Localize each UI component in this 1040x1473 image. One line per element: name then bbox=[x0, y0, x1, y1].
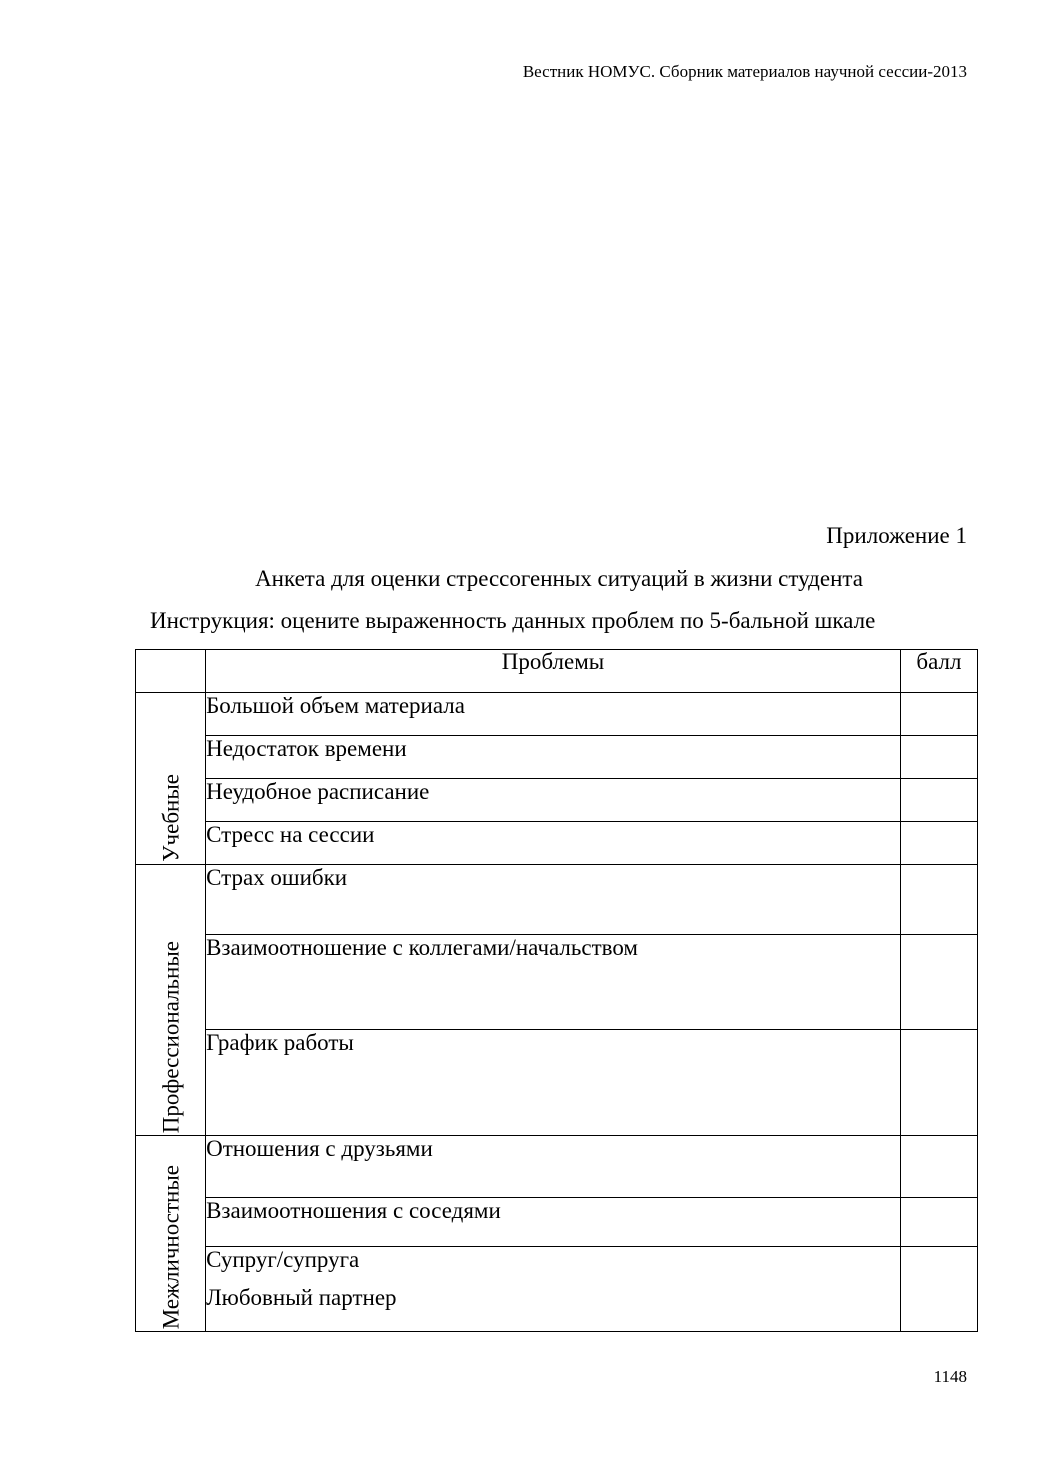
score-cell[interactable] bbox=[900, 822, 977, 865]
table-row bbox=[136, 1198, 978, 1247]
problems-header: Проблемы bbox=[206, 650, 901, 693]
table-row bbox=[136, 865, 978, 935]
problem-cell bbox=[206, 1247, 901, 1332]
score-header: балл bbox=[900, 650, 977, 693]
score-cell[interactable] bbox=[900, 779, 977, 822]
problem-cell: Недостаток времени bbox=[206, 736, 901, 779]
problem-cell: Страх ошибки bbox=[206, 865, 901, 935]
stress-survey-table bbox=[135, 649, 978, 1332]
score-cell[interactable] bbox=[900, 1136, 977, 1198]
category-cell-interpersonal bbox=[136, 1136, 206, 1332]
score-cell[interactable] bbox=[900, 693, 977, 736]
table-row bbox=[136, 1136, 978, 1198]
table-row bbox=[136, 822, 978, 865]
score-cell[interactable] bbox=[900, 1030, 977, 1136]
problem-cell: График работы bbox=[206, 1030, 901, 1136]
score-cell[interactable] bbox=[900, 865, 977, 935]
table-row bbox=[136, 1030, 978, 1136]
problem-cell: Взаимоотношение с коллегами/начальством bbox=[206, 935, 901, 1030]
score-cell[interactable] bbox=[900, 1198, 977, 1247]
category-cell-academic bbox=[136, 693, 206, 865]
table-row bbox=[136, 693, 978, 736]
problem-cell: Взаимоотношения с соседями bbox=[206, 1198, 901, 1247]
category-cell-professional bbox=[136, 865, 206, 1136]
category-label: Профессиональные bbox=[158, 940, 184, 1133]
instruction-text: Инструкция: оцените выраженность данных проблем по 5-бальной шкале bbox=[150, 608, 876, 633]
category-label: Учебные bbox=[158, 774, 184, 862]
problem-cell: Стресс на сессии bbox=[206, 822, 901, 865]
problem-line: Любовный партнер bbox=[206, 1285, 397, 1311]
table-row bbox=[136, 1247, 978, 1332]
problem-cell: Отношения с друзьями bbox=[206, 1136, 901, 1198]
problem-cell: Большой объем материала bbox=[206, 693, 901, 736]
running-header: Вестник НОМУС. Сборник материалов научной сессии-2013 bbox=[522, 62, 967, 81]
score-cell[interactable] bbox=[900, 1247, 977, 1332]
table-row bbox=[136, 736, 978, 779]
page-number: 1148 bbox=[933, 1367, 967, 1386]
problem-line: Супруг/супруга bbox=[206, 1247, 360, 1272]
table-header-row bbox=[136, 650, 978, 693]
category-label: Межличностные bbox=[158, 1164, 184, 1329]
score-cell[interactable] bbox=[900, 935, 977, 1030]
table-row bbox=[136, 935, 978, 1030]
survey-title: Анкета для оценки стрессогенных ситуаций в жизни студента bbox=[255, 566, 863, 591]
category-header-cell bbox=[136, 650, 206, 693]
appendix-label: Приложение 1 bbox=[826, 523, 967, 548]
table-row bbox=[136, 779, 978, 822]
score-cell[interactable] bbox=[900, 736, 977, 779]
problem-cell: Неудобное расписание bbox=[206, 779, 901, 822]
